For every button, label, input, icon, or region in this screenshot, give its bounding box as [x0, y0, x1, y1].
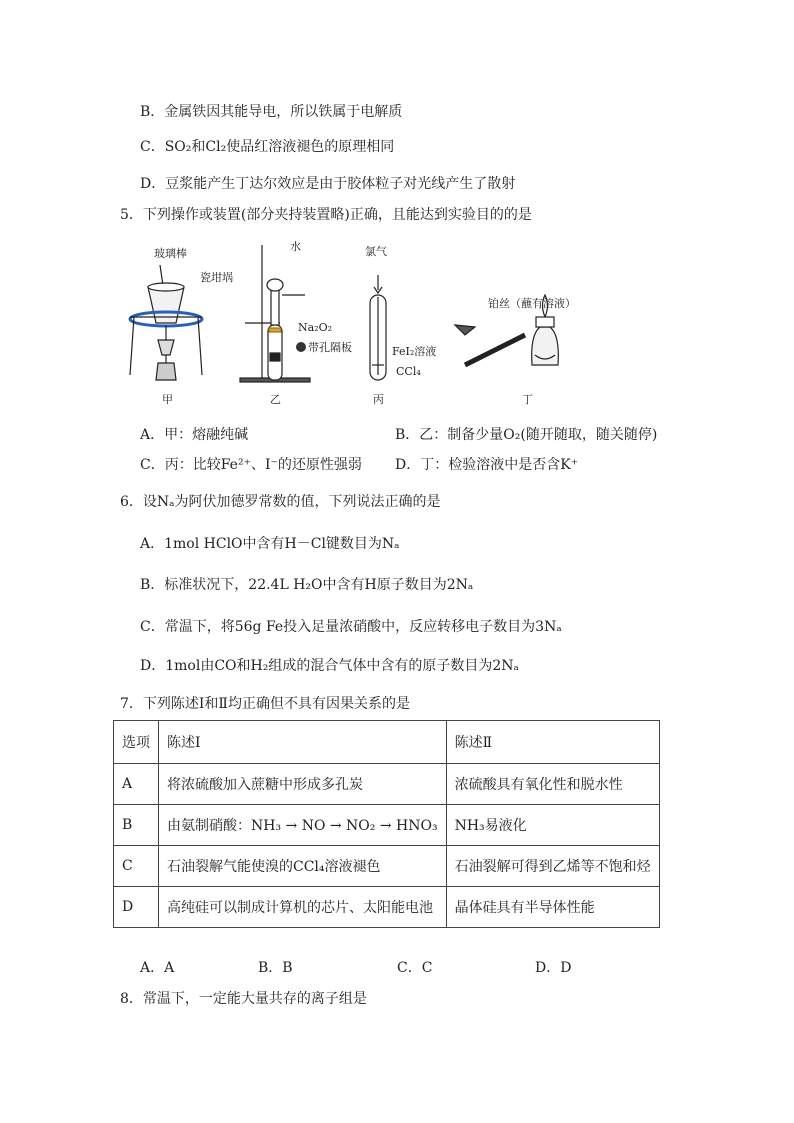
label-chlorine: 氯气 — [365, 245, 387, 258]
table-cell: D — [114, 887, 159, 928]
q7-answer-c: C．C — [397, 960, 433, 976]
label-water: 水 — [290, 240, 301, 253]
table-cell: 石油裂解气能使溴的CCl₄溶液褪色 — [159, 846, 447, 887]
table-row — [114, 764, 660, 805]
apparatus-jia — [130, 265, 202, 380]
q5-option-c: C．丙：比较Fe²⁺、I⁻的还原性强弱 — [140, 457, 362, 473]
table-cell: 晶体硅具有半导体性能 — [446, 887, 659, 928]
q6-option-c: C．常温下，将56g Fe投入足量浓硝酸中，反应转移电子数目为3Nₐ — [140, 619, 562, 635]
label-plate: 带孔隔板 — [308, 341, 352, 354]
label-bing: 丙 — [373, 393, 384, 406]
label-fei2: FeI₂溶液 — [392, 345, 437, 358]
q7-answer-b: B．B — [258, 960, 293, 976]
table-header-row — [114, 721, 660, 764]
q5-option-a: A．甲：熔融纯碱 — [140, 427, 249, 443]
label-na2o2: Na₂O₂ — [298, 321, 333, 334]
table-cell: NH₃易液化 — [446, 805, 659, 846]
q6-option-b: B．标准状况下，22.4L H₂O中含有H原子数目为2Nₐ — [140, 577, 474, 593]
q4-option-b: B．金属铁因其能导电，所以铁属于电解质 — [140, 104, 403, 120]
table-row — [114, 846, 660, 887]
label-pt-wire: 铂丝（蘸有溶液） — [488, 297, 576, 310]
table-header-cell: 陈述Ⅱ — [446, 721, 659, 764]
apparatus-bing — [370, 275, 386, 380]
apparatus-yi — [240, 245, 310, 382]
q5-stem: 5．下列操作或装置(部分夹持装置略)正确，且能达到实验目的的是 — [120, 207, 532, 223]
label-ccl4: CCl₄ — [396, 365, 421, 378]
table-cell: 石油裂解可得到乙烯等不饱和烃 — [446, 846, 659, 887]
q7-table — [113, 720, 660, 928]
table-header-cell: 选项 — [114, 721, 159, 764]
q7-stem: 7．下列陈述Ⅰ和Ⅱ均正确但不具有因果关系的是 — [120, 696, 410, 712]
q6-option-a: A．1mol HClO中含有H－Cl键数目为Nₐ — [140, 536, 400, 552]
plate-icon — [296, 342, 306, 352]
table-cell: A — [114, 764, 159, 805]
label-glass-rod: 玻璃棒 — [154, 247, 187, 260]
q5-option-b: B．乙：制备少量O₂(随开随取，随关随停) — [395, 427, 658, 443]
q4-option-d: D．豆浆能产生丁达尔效应是由于胶体粒子对光线产生了散射 — [140, 176, 516, 192]
q4-option-c: C．SO₂和Cl₂使品红溶液褪色的原理相同 — [140, 139, 395, 155]
table-row — [114, 805, 660, 846]
q7-answer-a: A．A — [140, 960, 175, 976]
q5-option-d: D．丁：检验溶液中是否含K⁺ — [395, 457, 579, 473]
q7-answer-d: D．D — [535, 960, 572, 976]
label-yi: 乙 — [270, 393, 281, 406]
table-cell: 将浓硫酸加入蔗糖中形成多孔炭 — [159, 764, 447, 805]
table-header-cell: 陈述Ⅰ — [159, 721, 447, 764]
label-ding: 丁 — [522, 393, 533, 406]
table-cell: 由氨制硝酸：NH₃ → NO → NO₂ → HNO₃ — [159, 805, 447, 846]
q6-stem: 6．设Nₐ为阿伏加德罗常数的值，下列说法正确的是 — [120, 494, 441, 510]
q5-apparatus-figure — [120, 235, 680, 410]
table-row — [114, 887, 660, 928]
q8-stem: 8．常温下，一定能大量共存的离子组是 — [120, 991, 367, 1007]
table-cell: B — [114, 805, 159, 846]
table-cell: 浓硫酸具有氧化性和脱水性 — [446, 764, 659, 805]
label-crucible: 瓷坩埚 — [200, 271, 233, 284]
label-jia: 甲 — [162, 393, 173, 406]
q6-option-d: D．1mol由CO和H₂组成的混合气体中含有的原子数目为2Nₐ — [140, 658, 519, 674]
table-cell: 高纯硅可以制成计算机的芯片、太阳能电池 — [159, 887, 447, 928]
table-cell: C — [114, 846, 159, 887]
